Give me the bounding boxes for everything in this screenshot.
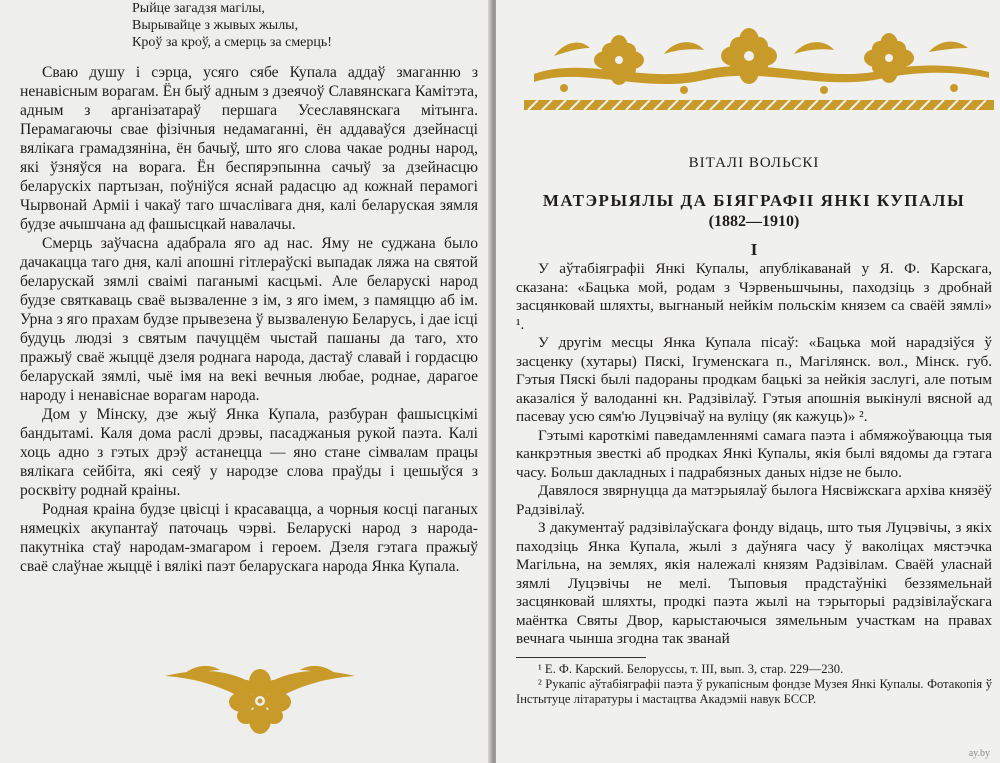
poem-stanza xyxy=(132,0,478,51)
footnote: ² Рукапіс аўтабіяграфіі паэта ў рукапісным фондзе Музея Янкі Купалы. Фотакопія ў Інстытуце літаратуры і мастацтва Акадэміі навук БССР. xyxy=(516,676,992,706)
chapter-title: МАТЭРЫЯЛЫ ДА БІЯГРАФІІ ЯНКІ КУПАЛЫ xyxy=(542,191,966,210)
paragraph: Давялося звярнуцца да матэрыялаў былога Нясвіжскага архіва князёў Радзівілаў. xyxy=(516,482,992,518)
poem-line: Вырывайце з жывых жылы, xyxy=(132,18,299,33)
author-name: ВІТАЛІ ВОЛЬСКІ xyxy=(688,155,820,171)
paragraph: Гэтымі кароткімі паведамленнямі самага паэта і абмяжоўваюцца тыя канкрэтныя звесткі аб продках Янкі Купалы, якія былі вядомы да гэтага часу. Больш дакладных і падрабязных даных нідзе не было. xyxy=(516,426,992,481)
section-number: I xyxy=(750,240,758,259)
poem-line: Рыйце загадзя магілы, xyxy=(132,1,265,16)
footnote: ¹ Е. Ф. Карский. Белоруссы, т. III, вып. 3, стар. 229—230. xyxy=(538,661,844,676)
footnote-divider xyxy=(516,657,646,658)
paragraph: Сваю душу і сэрца, усяго сябе Купала аддаў змаганню з ненавісным ворагам. Ён быў адным з дзеячоў Славянскага Камітэта, адным з арганізатараў першага Усеславянскага мітынга. Перамагаючы свае фізічныя недамаганні, ён аддаваўся дзейнасці вялікага грамадзяніна, ён бачыў, што яго слова чакае родны народ, які ўзняўся на ворага. Ён беспярэпынна сачыў за дзейнасцю беларускіх партызан, поўніўся яснай радасцю ад кожнай перамогі Чырвонай Арміі і чакаў таго шчаслівага дня, калі беларуская зямля будзе ачышчана ад фашысцкай навалачы. xyxy=(20,64,478,233)
paragraph: Родная краіна будзе цвісці і красавацца, а чорныя косці паганых нямецкіх акупантаў паточаць чэрві. Беларускі народ з народа-пакутніка стаў народам-змагаром і героем. Дзеля гэтага пражыў сваё слаўнае жыццё і вялікі паэт беларускага народа Янка Купала. xyxy=(20,501,478,575)
paragraph: Дом у Мінску, дзе жыў Янка Купала, разбуран фашысцкімі бандытамі. Каля дома раслі дрэвы, пасаджаныя рукой паэта. Калі хоць адно з гэтых дрэў астанецца — яно стане сімвалам працы вялікага сейбіта, які сеяў у народзе слова праўды і цешыўся з росквіту роднай краіны. xyxy=(20,406,478,499)
paragraph: У аўтабіяграфіі Янкі Купалы, апублікаванай у Я. Ф. Карскага, сказана: «Бацька мой, родам з Чэрвеньшчыны, паходзіць з дробнай засцянковай шляхты, выгнаный нейкім польскім князем са сваёй зямлі» ¹. xyxy=(516,260,992,333)
poem-line: Кроў за кроў, а смерць за смерць! xyxy=(132,35,332,50)
paragraph: Смерць заўчасна адабрала яго ад нас. Яму не суджана было дачакацца таго дня, калі апошні гітлераўскі выпадак ляжа на святой беларускай зямлі сваімі паганымі касцьмі. Але беларускі народ будзе святкаваць сваё вызваленне з ім, з яго імем, з памяццю аб ім. Урна з яго прахам будзе прывезена ў вызваленую Беларусь, і дае ісці будуць людзі з святым пачуццём чыстай пашаны да таго, хто пражыў сваё жыццё дзеля роднага народа, дастаў славай і гордасцю беларускай зямлі, чыё імя на векі вечныя любае, роднае, дарагое народу і ненавіснае ворагам народа. xyxy=(20,235,478,404)
watermark: ay.by xyxy=(968,748,990,759)
paragraph: З дакументаў радзівілаўскага фонду відаць, што тыя Луцэвічы, з якіх паходзіць Янка Купала, жылі з даўняга часу ў ваколіцах мястэчка Магільна, на землях, якія належалі князям Радзівілам. Сваёй уласнай зямлі Луцэвічы не мелі. Тыповыя прадстаўнікі беззямельнай засцянковай шляхты, продкі паэта жылі на тэрыторыі радзівілаўскага маёнтка Святы Двор, карыстаючыся зямельным участкам на правах вечнага чынша згодна так званай xyxy=(516,519,992,647)
header-ornament-icon xyxy=(524,26,994,114)
right-page xyxy=(496,0,1000,763)
left-page xyxy=(0,0,492,763)
chapter-years: (1882—1910) xyxy=(708,213,800,230)
paragraph: У другім месцы Янка Купала пісаў: «Бацька мой нарадзіўся ў засценку (хутары) Пяскі, Ігуменскага п., Магілянск. вол., Мінск. губ. Гэтыя Пяскі былі падораны продкам бацькі за нейкія заслугі, але потым аказаліся ў валоданні кн. Радзівілаў. Гэтыя апошнія выкінулі вясной ад пасевау усю сям'ю Луцэвічаў на вуліцу (як кажуць)» ². xyxy=(516,334,992,425)
floral-ornament-icon xyxy=(160,648,360,738)
